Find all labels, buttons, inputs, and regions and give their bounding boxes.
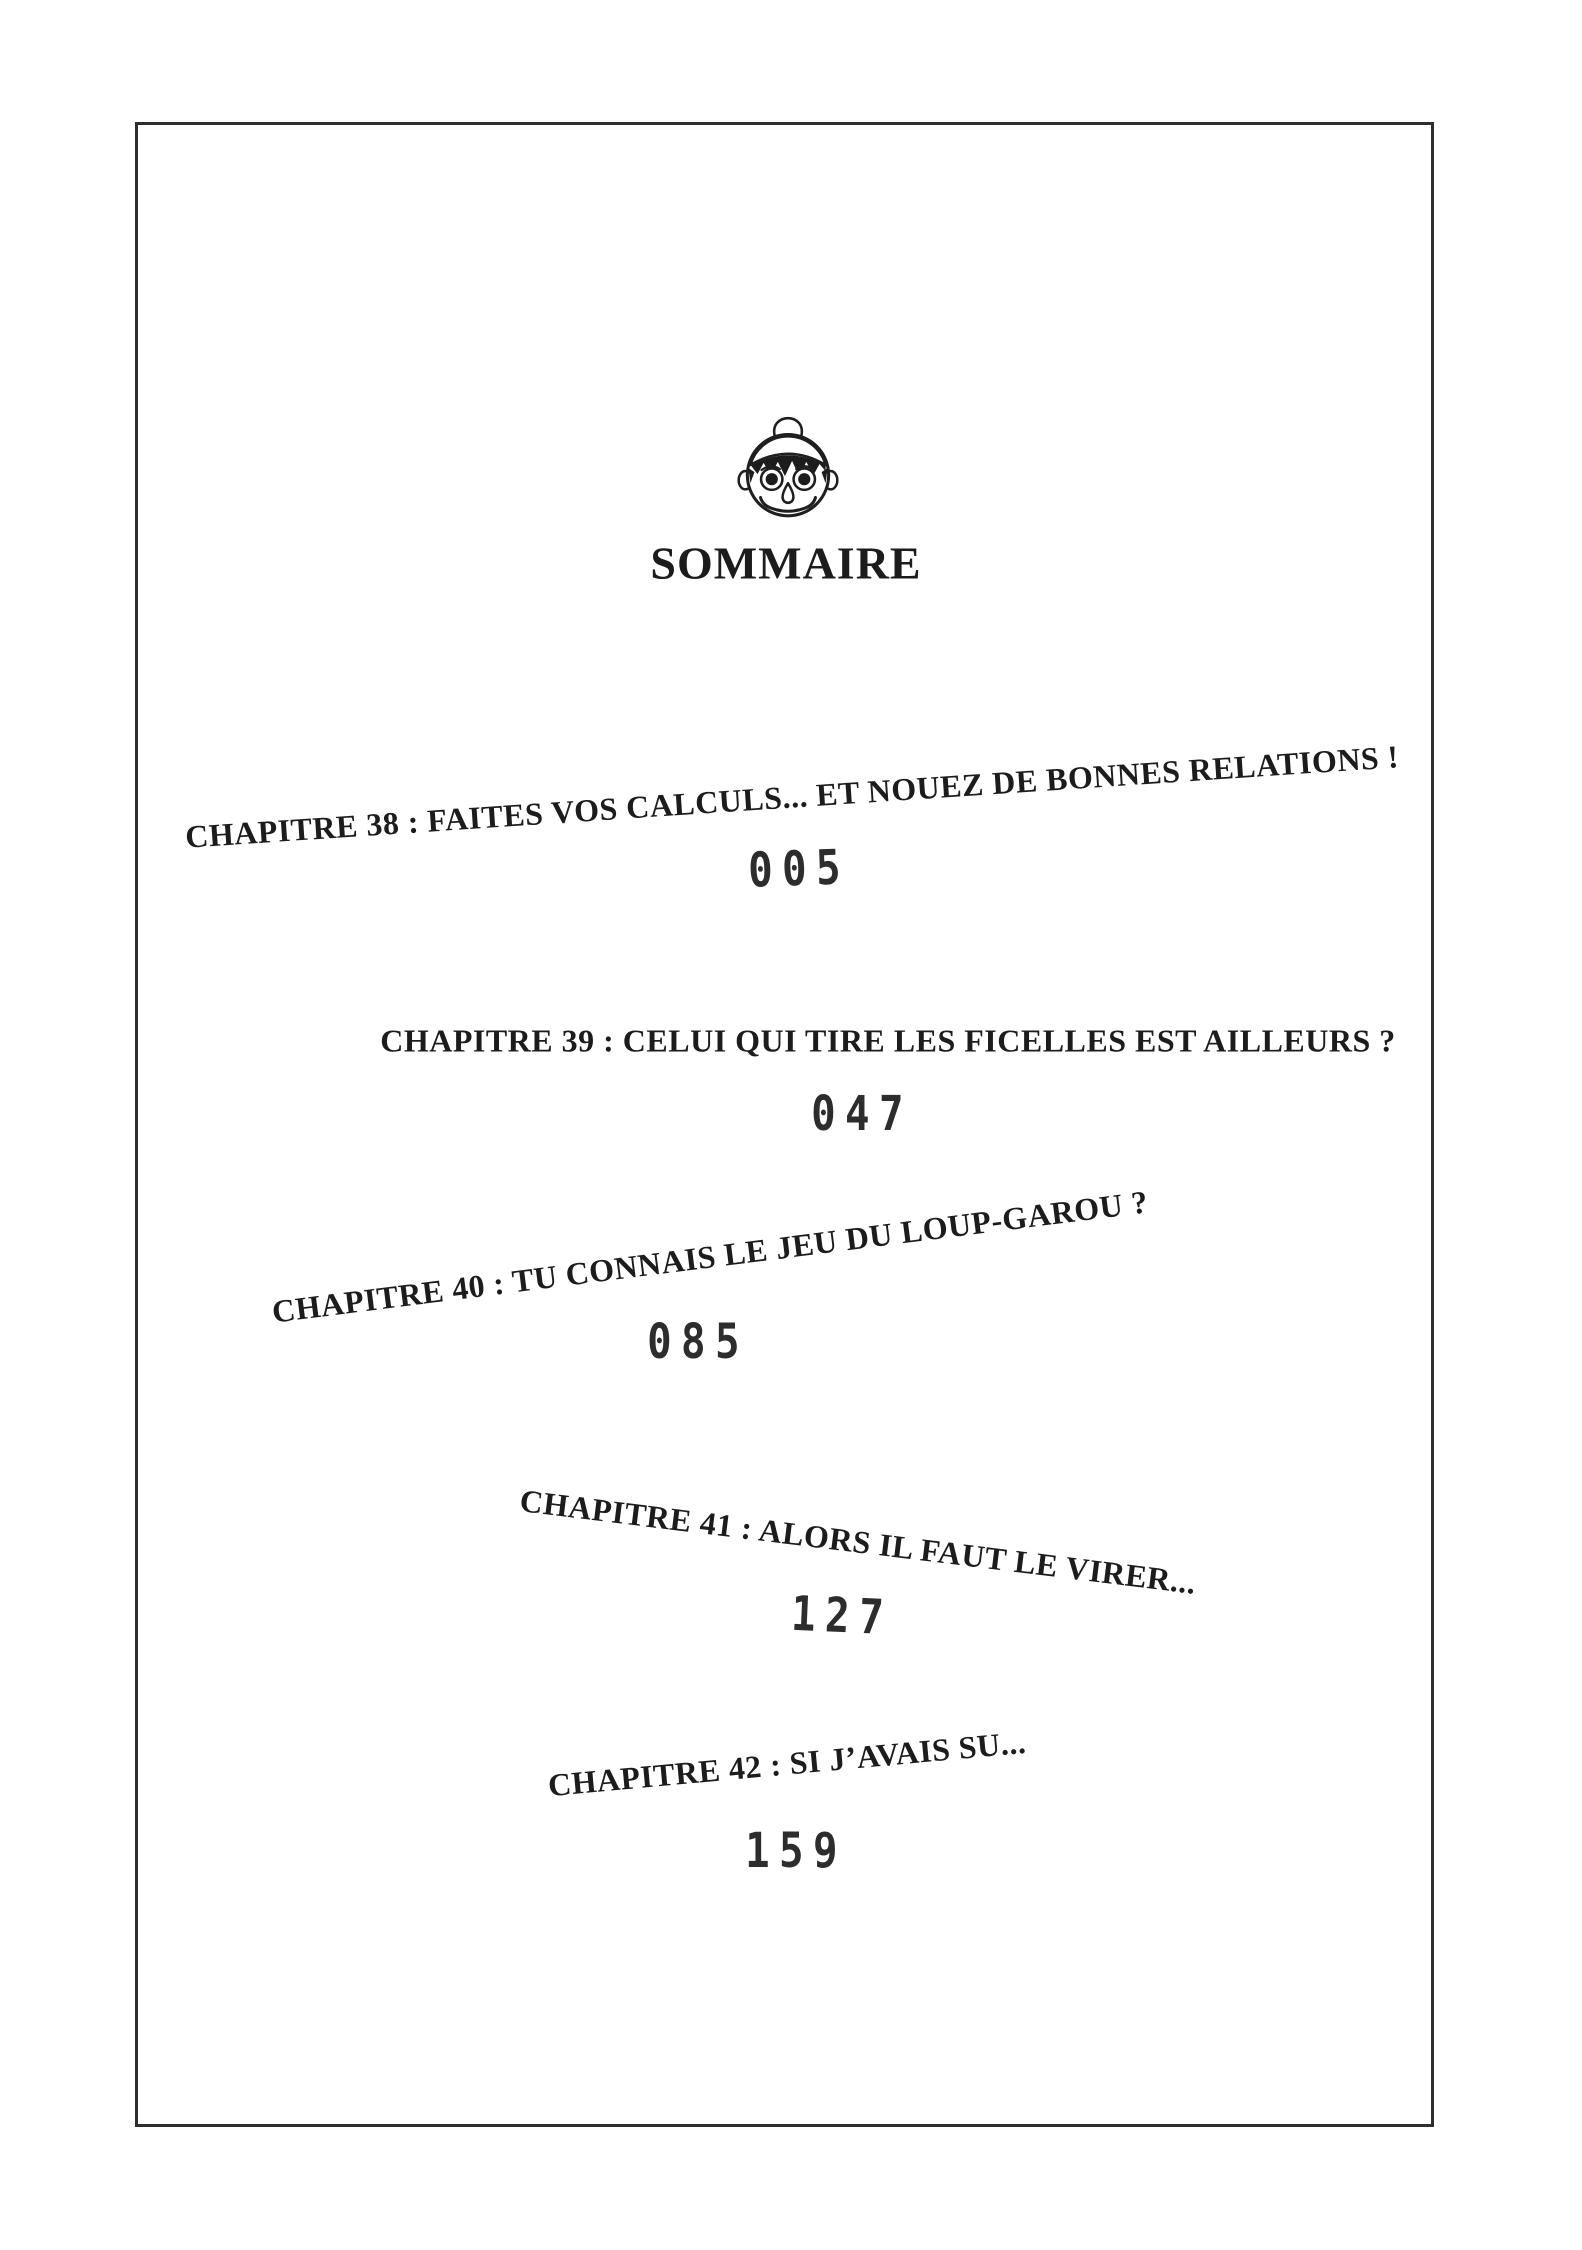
boy-face-icon xyxy=(727,406,849,528)
page-title: SOMMAIRE xyxy=(650,537,922,589)
chapter-40-page-number: 085 xyxy=(647,1314,749,1370)
chapter-40-title: CHAPITRE 40 : TU CONNAIS LE JEU DU LOUP-GAROU ? xyxy=(269,1183,1150,1330)
chapter-41-title: CHAPITRE 41 : ALORS IL FAUT LE VIRER... xyxy=(517,1482,1199,1601)
chapter-39-title: CHAPITRE 39 : CELUI QUI TIRE LES FICELLES EST AILLEURS ? xyxy=(380,1022,1396,1059)
chapter-42-title: CHAPITRE 42 : SI J’AVAIS SU... xyxy=(546,1723,1028,1804)
chapter-38-title: CHAPITRE 38 : FAITES VOS CALCULS... ET NOUEZ DE BONNES RELATIONS ! xyxy=(184,738,1400,855)
chapter-39-page-number: 047 xyxy=(811,1086,913,1142)
chapter-42-page-number: 159 xyxy=(745,1823,847,1879)
chapter-41-page-number: 127 xyxy=(789,1585,895,1647)
chapter-38-page-number: 005 xyxy=(747,839,851,899)
